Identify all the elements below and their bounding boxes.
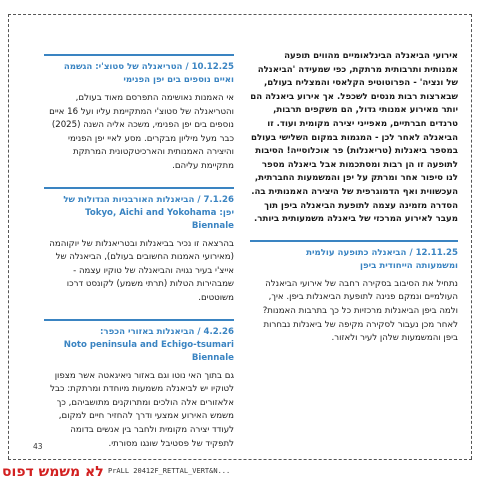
section-date-title: 12.11.25 / הביאנלה כתופעה עולמית	[306, 247, 458, 258]
section-body: אי האמנות נאושימה התפרסם מאוד בעולם, והטריאנלה של סטוצ'י המתקיימת עליו ועל 16 איים נוספים בים יפן הפנימי, משכה אליה השנה (2025) כבר מעל מיליון מבקרים. מסע לאיי יפן הפנימי והיצירה האמנותית והארכיטקטונית המרתקת מתקיימת עליהם.	[49, 93, 234, 171]
section-subtitle: ומשמעותה הייחודית ביפן	[360, 260, 458, 271]
section-biennale-world	[250, 240, 458, 346]
right-column	[250, 50, 458, 359]
section-date-title: 7.1.26 / הביאנלות האורבניות הגדולות של	[63, 194, 234, 205]
crop-line-right	[471, 14, 472, 459]
section-setouchi	[44, 54, 234, 174]
print-slug	[0, 463, 480, 481]
section-heading	[250, 240, 458, 273]
section-subtitle-en: Tokyo, Aichi and Yokohama Biennale	[85, 207, 234, 231]
slug-warning-text: לא משמש דפוס	[2, 464, 104, 480]
section-subtitle: ואיים נוספים בים יפן הפנימי	[123, 75, 234, 85]
section-urban-biennales	[44, 187, 234, 306]
section-body: גם בתוך האי נוטו וגם באזור ניאיגאטה אשר מצפון לטוקיו יש לביאנלה משמעות מיוחדת ומרתקת: כבל אלאזורים אלה הולכים ומתרוקנים מתושביהם, כך משמש האירוע אמצעי ודרך להחזיר חיים למקום, לעודד יצירה מקומית ולחבר בין אנשים בדומה לתפקיד של פסטיבל שונגו מסורתי.	[50, 370, 234, 449]
section-heading	[44, 319, 234, 365]
section-heading	[44, 54, 234, 87]
section-subtitle: יפן:	[219, 207, 234, 218]
section-date-title: 4.2.26 / הביאנלות באזורי הכפר:	[99, 326, 234, 337]
slug-file-code: PrALL 20412F_RETTAL_VERT&N...	[108, 467, 231, 475]
crop-line-left	[8, 14, 9, 459]
left-column	[44, 54, 234, 464]
crop-line-top	[8, 14, 472, 15]
section-body: נתחיל את הסיבוב בסקירה רחבה של אירועי הביאנלה העולמיים ונמקם פנינה לתופעת הביאנלות ביפן. איך, ולמה ביפן הביאנלות מרכזיות כל כך בתרבות האמנות? לאחר מכן נעבור לסקירה מקיפה של ביאנלות נבחרות ביפן והמשמעות שלהן לעיר ולאזור.	[262, 278, 458, 344]
section-date-title: 10.12.25 / הטריאנלה של סטוצ'י: הגשמה	[63, 62, 234, 72]
section-rural-biennales	[44, 319, 234, 452]
intro-paragraph: אירועי הביאנלה הבינלאומיים מהווים תופעה אמנותית ותרבותית מרתקת, כפי שמעידה 'הביאנלה של ונציה' - הפרוטוטיפ הקלאסי והמצליח בעולם, שבארצות רבות מנסים לשכפל. אך אירוע ביאנלה הם יותר מאירוע אמנותי גדול, הם משקפים תרבות, טרנדים חברתיים, מאפייני יצירה מקומית ועוד. זו הביאנלה לאחר לכן - המגמות במקום השלישי בעולם במספר ביאנלות (טריאנלות) פר אוכלוסייה! הסיבות לתופעה זו הן רבות ומסתכמות אבל ביאנלה מספר לנו סיפור אחר ומרתק על יפן והמשמעות החברתית, העכשווית ואף הדמוגרפית של היצירה האמנותית בה. הסדרה מזמינה עצמה לתופעת הביאנלה ביפן תוך מעבר לאירוע המרכזי של ביאנלה משמעותית ביותר.	[250, 51, 458, 225]
section-subtitle-en: Noto peninsula and Echigo-tsumari Biennale	[63, 339, 234, 363]
section-heading	[44, 187, 234, 233]
section-body: בהרצאה זו נכיר בביאנלות ובטריאנלות של יוקוהמה (מאירועי האמנות החשובים בעולם), הביאנלה של אייצ'י בעיר נגויה והביאנלה של טוקיו עצמה - שמבהירות הטלות (תרתי משמע) לקונסט דרכו משוטטים.	[49, 238, 234, 303]
page-number: 43	[33, 442, 43, 451]
